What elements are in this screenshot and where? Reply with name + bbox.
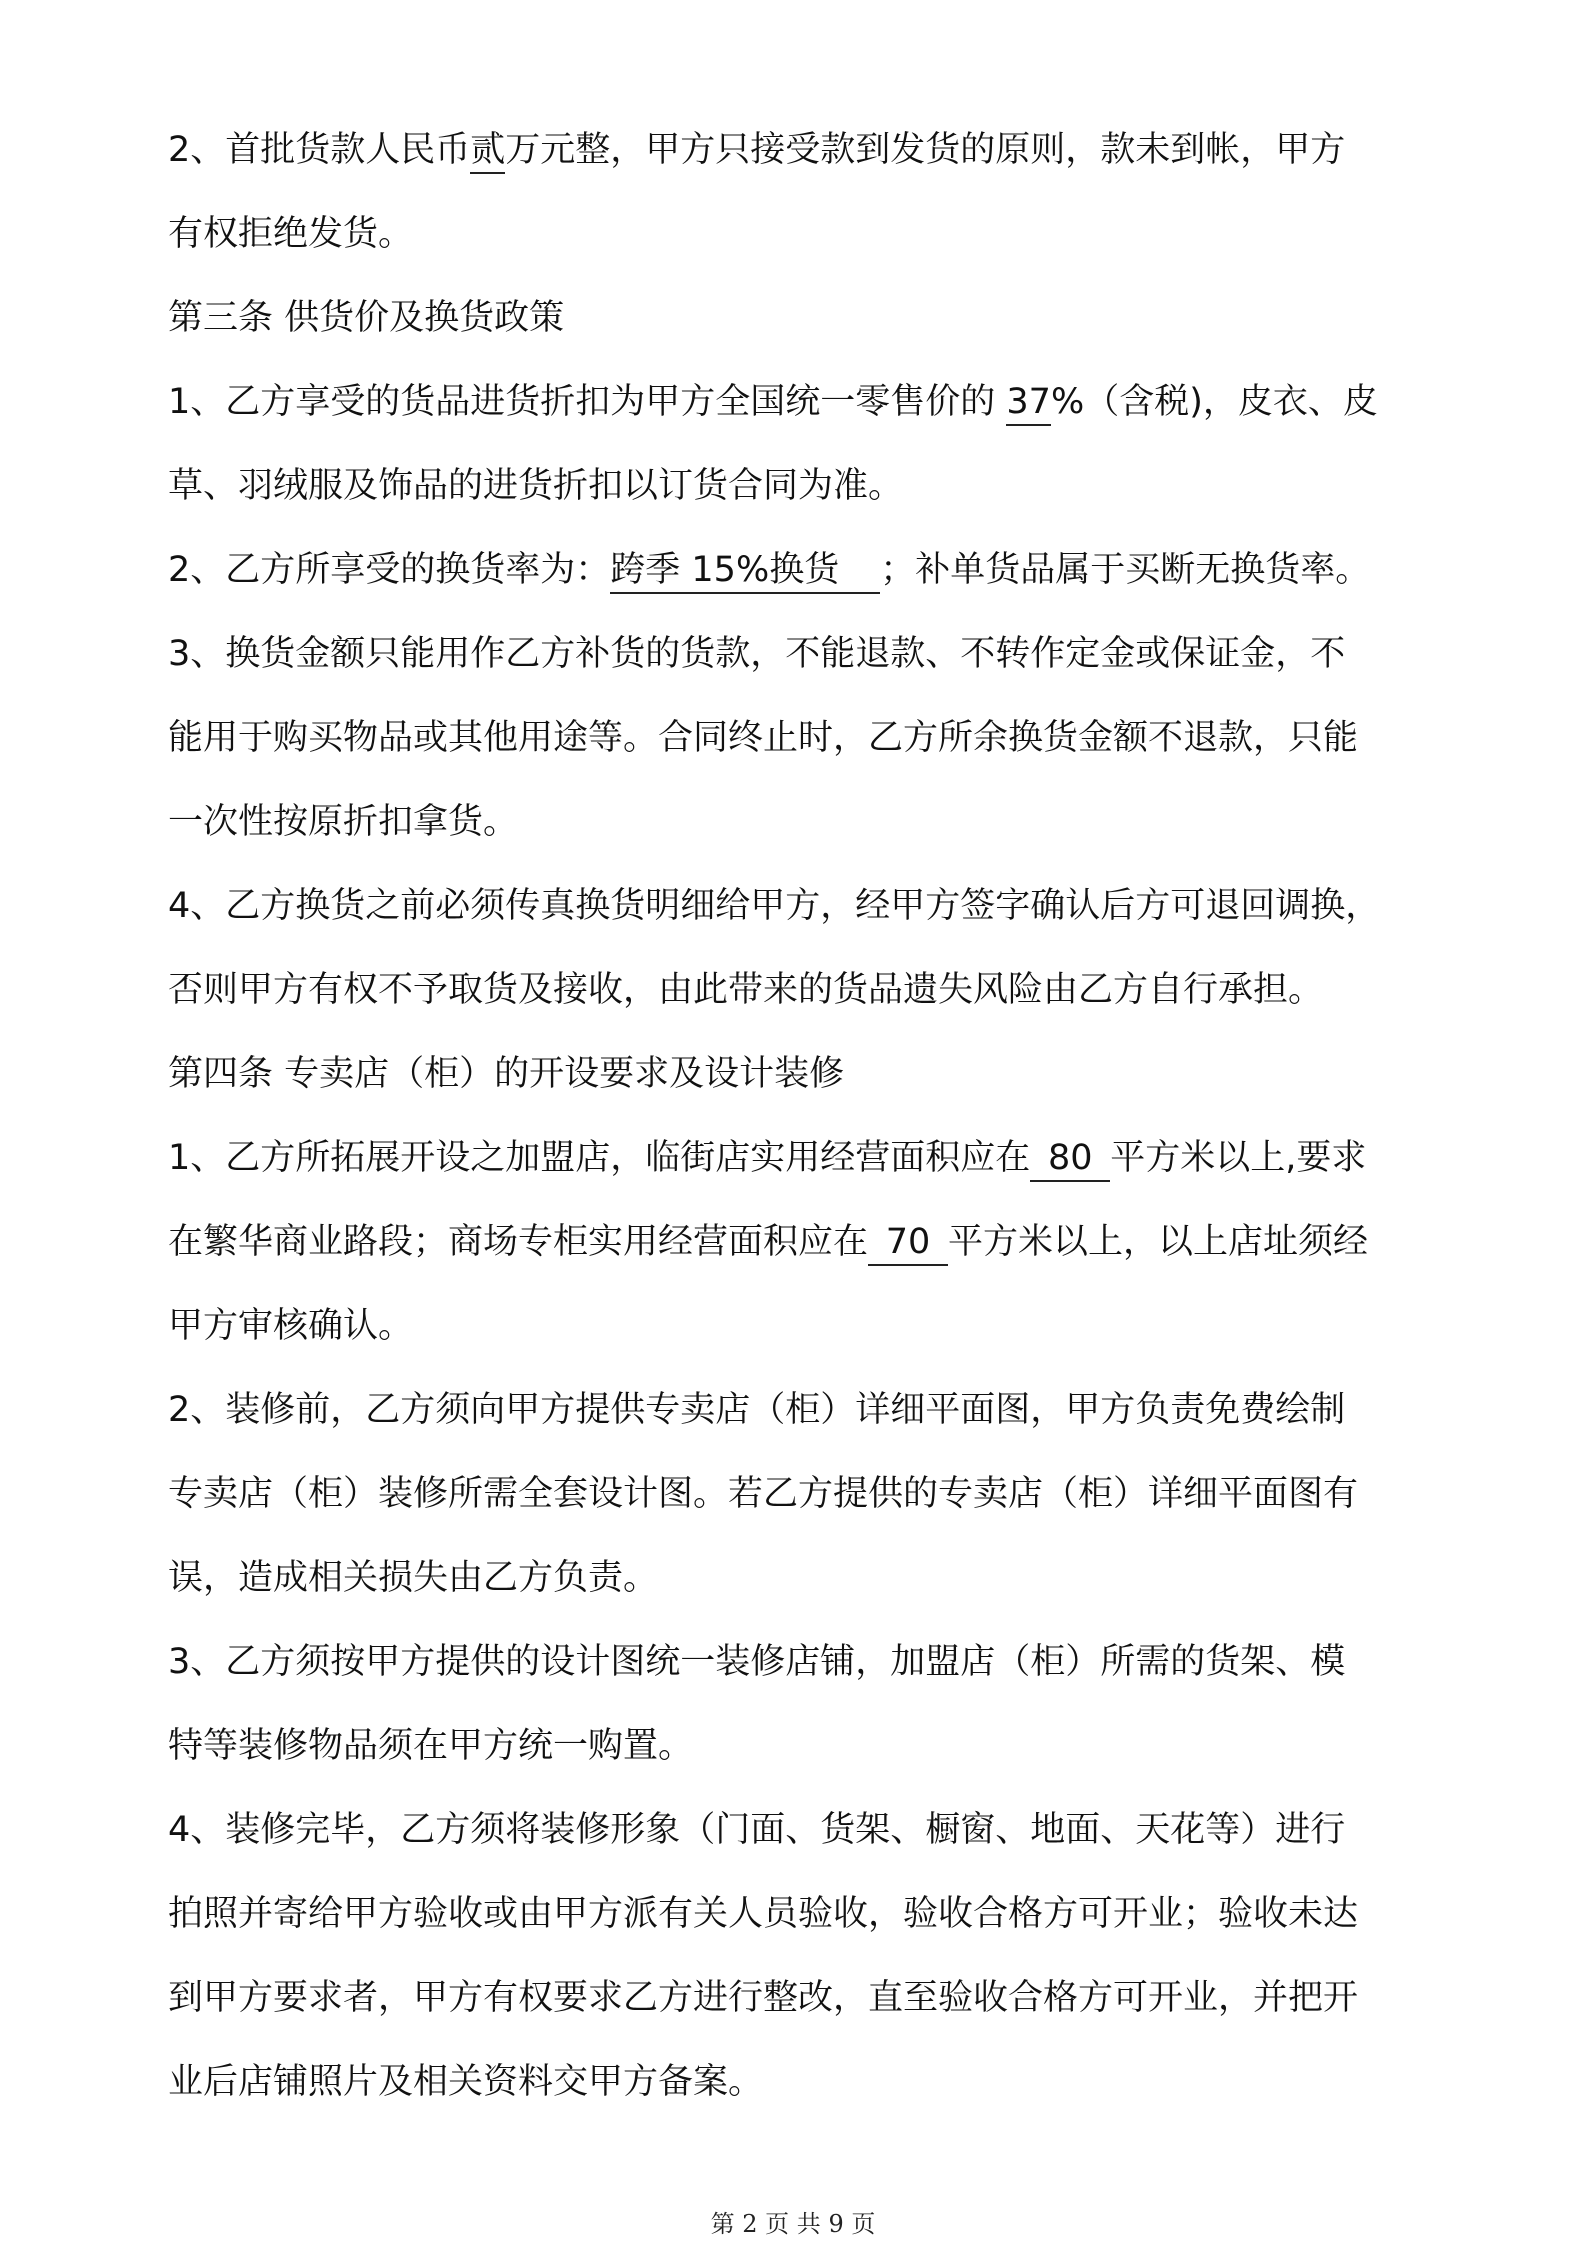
text-segment: 在繁华商业路段；商场专柜实用经营面积应在	[168, 1222, 869, 1262]
text-line: 到甲方要求者，甲方有权要求乙方进行整改，直至验收合格方可开业，并把开	[168, 1978, 1359, 2018]
section-heading: 第三条 供货价及换货政策	[168, 298, 565, 338]
text-line: 一次性按原折扣拿货。	[168, 802, 519, 842]
text-line: 专卖店（柜）装修所需全套设计图。若乙方提供的专卖店（柜）详细平面图有	[168, 1474, 1359, 1514]
text-line: 业后店铺照片及相关资料交甲方备案。	[168, 2062, 764, 2102]
text-line: 3、换货金额只能用作乙方补货的货款，不能退款、不转作定金或保证金，不	[168, 634, 1346, 674]
text-segment: 万元整，甲方只接受款到发货的原则，款未到帐，甲方	[505, 130, 1346, 170]
text-line: 3、乙方须按甲方提供的设计图统一装修店铺，加盟店（柜）所需的货架、模	[168, 1642, 1346, 1682]
text-segment: 平方米以上，以上店址须经	[948, 1222, 1369, 1262]
text-segment: %（含税)，皮衣、皮	[1050, 382, 1378, 422]
text-line: 甲方审核确认。	[168, 1306, 414, 1346]
text-segment: ；补单货品属于买断无换货率。	[880, 550, 1371, 590]
filled-blank: 贰	[470, 128, 505, 174]
text-line: 2、装修前，乙方须向甲方提供专卖店（柜）详细平面图，甲方负责免费绘制	[168, 1390, 1346, 1430]
filled-blank: 37	[1006, 380, 1051, 426]
text-line	[168, 360, 1460, 444]
text-line: 否则甲方有权不予取货及接收，由此带来的货品遗失风险由乙方自行承担。	[168, 970, 1324, 1010]
text-line: 有权拒绝发货。	[168, 214, 414, 254]
text-line: 拍照并寄给甲方验收或由甲方派有关人员验收，验收合格方可开业；验收未达	[168, 1894, 1359, 1934]
text-line	[168, 108, 1460, 192]
text-line: 4、装修完毕，乙方须将装修形象（门面、货架、橱窗、地面、天花等）进行	[168, 1810, 1346, 1850]
filled-blank: 80	[1030, 1136, 1110, 1182]
text-line: 能用于购买物品或其他用途等。合同终止时，乙方所余换货金额不退款，只能	[168, 718, 1359, 758]
text-line: 误，造成相关损失由乙方负责。	[168, 1558, 659, 1598]
filled-blank: 70	[868, 1220, 948, 1266]
filled-blank: 跨季 15%换货	[610, 548, 880, 594]
text-line	[168, 528, 1460, 612]
text-line: 特等装修物品须在甲方统一购置。	[168, 1726, 694, 1766]
text-line	[168, 1200, 1460, 1284]
contract-page	[168, 108, 1460, 2124]
section-heading: 第四条 专卖店（柜）的开设要求及设计装修	[168, 1054, 845, 1094]
text-line	[168, 1116, 1460, 1200]
text-segment: 平方米以上,要求	[1110, 1138, 1367, 1178]
page-number-footer: 第 2 页 共 9 页	[710, 2210, 876, 2238]
text-segment: 2、首批货款人民币	[168, 130, 471, 170]
text-line: 4、乙方换货之前必须传真换货明细给甲方，经甲方签字确认后方可退回调换，	[168, 886, 1381, 926]
text-segment: 1、乙方享受的货品进货折扣为甲方全国统一零售价的	[168, 382, 1007, 422]
text-segment: 2、乙方所享受的换货率为：	[168, 550, 611, 590]
text-line: 草、羽绒服及饰品的进货折扣以订货合同为准。	[168, 466, 904, 506]
text-segment: 1、乙方所拓展开设之加盟店，临街店实用经营面积应在	[168, 1138, 1031, 1178]
